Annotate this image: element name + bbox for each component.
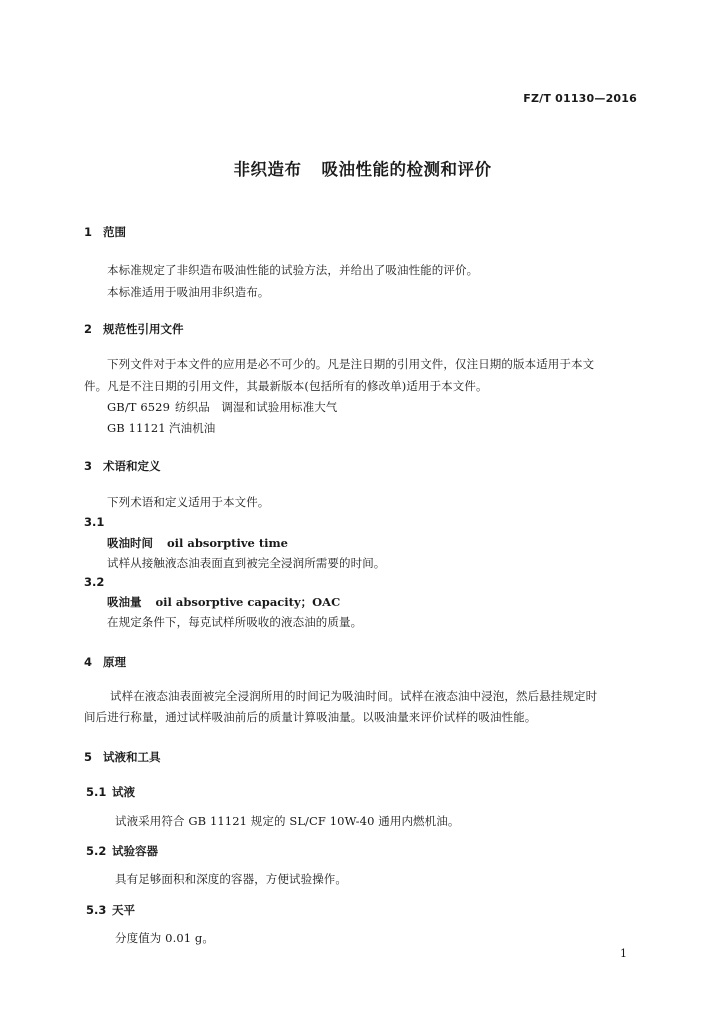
section-number: 2 xyxy=(84,322,93,336)
paragraph-continued: 间后进行称量，通过试样吸油前后的质量计算吸油量。以吸油量来评价试样的吸油性能。 xyxy=(84,710,537,724)
section-number: 1 xyxy=(84,225,93,239)
subsection-5-3-heading xyxy=(86,902,135,918)
term-number: 3.2 xyxy=(84,575,105,589)
page-number: 1 xyxy=(620,947,627,960)
subsection-number: 5.3 xyxy=(86,903,107,917)
subsection-title: 试液 xyxy=(112,785,135,799)
paragraph: 试液采用符合 GB 11121 规定的 SL/CF 10W-40 通用内燃机油。 xyxy=(115,814,460,828)
paragraph: 试样在液态油表面被完全浸润所用的时间记为吸油时间。试样在液态油中浸泡，然后悬挂规定时 xyxy=(110,689,598,703)
term-en: oil absorptive time xyxy=(167,536,288,550)
paragraph: 分度值为 0.01 g。 xyxy=(115,931,214,945)
section-4-heading xyxy=(84,654,126,670)
section-title: 试液和工具 xyxy=(103,750,161,764)
paragraph: 下列文件对于本文件的应用是必不可少的。凡是注日期的引用文件，仅注日期的版本适用于本文 xyxy=(107,357,595,371)
subsection-number: 5.2 xyxy=(86,844,107,858)
section-5-heading xyxy=(84,749,161,765)
paragraph: 下列术语和定义适用于本文件。 xyxy=(107,495,270,509)
term-zh: 吸油量 xyxy=(107,595,142,609)
subsection-number: 5.1 xyxy=(86,785,107,799)
section-2-heading xyxy=(84,321,184,337)
title-part1: 非织造布 xyxy=(233,160,302,179)
reference-title: 汽油机油 xyxy=(169,421,216,435)
standard-code: FZ/T 01130—2016 xyxy=(523,92,637,105)
paragraph: 本标准规定了非织造布吸油性能的试验方法，并给出了吸油性能的评价。 xyxy=(107,263,479,277)
section-title: 规范性引用文件 xyxy=(103,322,184,336)
reference-item xyxy=(107,399,337,415)
section-1-heading xyxy=(84,224,126,240)
paragraph: 本标准适用于吸油用非织造布。 xyxy=(107,285,270,299)
section-number: 3 xyxy=(84,459,93,473)
term-definition: 试样从接触液态油表面直到被完全浸润所需要的时间。 xyxy=(107,556,386,570)
title-part2: 吸油性能的检测和评价 xyxy=(321,160,492,179)
subsection-5-2-heading xyxy=(86,843,158,859)
paragraph: 具有足够面积和深度的容器，方便试验操作。 xyxy=(115,872,347,886)
reference-title: 纺织品 调湿和试验用标准大气 xyxy=(175,400,338,414)
section-number: 4 xyxy=(84,655,93,669)
term-en: oil absorptive capacity；OAC xyxy=(155,595,341,609)
section-title: 术语和定义 xyxy=(103,459,161,473)
term-number: 3.1 xyxy=(84,515,105,529)
term-definition: 在规定条件下，每克试样所吸收的液态油的质量。 xyxy=(107,615,363,629)
paragraph-continued: 件。凡是不注日期的引用文件，其最新版本(包括所有的修改单)适用于本文件。 xyxy=(84,379,488,393)
reference-code: GB/T 6529 xyxy=(107,400,171,414)
term-zh: 吸油时间 xyxy=(107,536,153,550)
section-number: 5 xyxy=(84,750,93,764)
section-title: 原理 xyxy=(103,655,126,669)
subsection-title: 天平 xyxy=(112,903,135,917)
subsection-title: 试验容器 xyxy=(112,844,158,858)
term-heading xyxy=(107,535,288,551)
section-3-heading xyxy=(84,458,161,474)
reference-item xyxy=(107,420,215,436)
term-heading xyxy=(107,594,340,610)
reference-code: GB 11121 xyxy=(107,421,166,435)
document-title xyxy=(0,156,725,180)
section-title: 范围 xyxy=(103,225,126,239)
subsection-5-1-heading xyxy=(86,784,135,800)
